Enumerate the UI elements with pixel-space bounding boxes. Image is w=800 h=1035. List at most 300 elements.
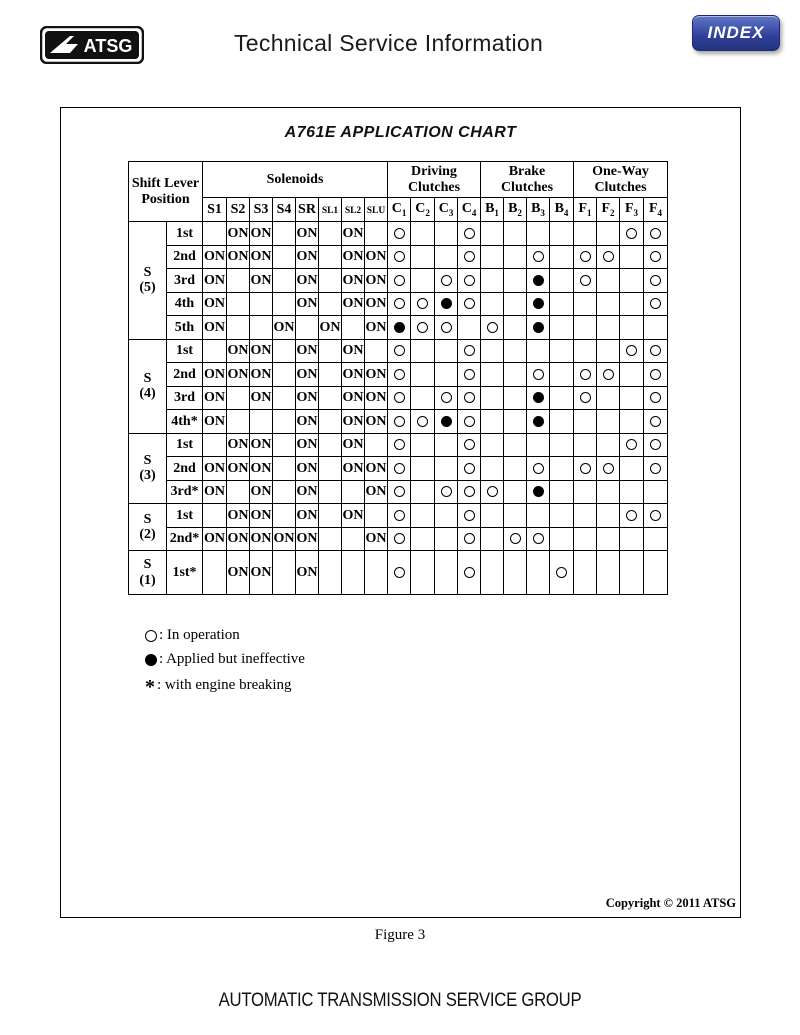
empty-cell bbox=[550, 363, 574, 387]
table-row bbox=[129, 386, 668, 410]
empty-cell bbox=[481, 410, 504, 434]
empty-cell bbox=[574, 410, 597, 434]
empty-cell bbox=[644, 551, 668, 595]
clutch-cell bbox=[388, 339, 411, 363]
gear-label: 4th bbox=[167, 292, 203, 316]
in-operation-icon bbox=[394, 298, 405, 309]
solenoid-on: ON bbox=[365, 457, 388, 481]
filled-circle-icon bbox=[145, 654, 157, 666]
column-header-sub: 4 bbox=[471, 207, 477, 218]
in-operation-icon bbox=[394, 275, 405, 286]
empty-cell bbox=[342, 551, 365, 595]
empty-cell bbox=[203, 504, 227, 528]
in-operation-icon bbox=[394, 392, 405, 403]
empty-cell bbox=[644, 527, 668, 551]
empty-cell bbox=[481, 292, 504, 316]
empty-cell bbox=[227, 386, 250, 410]
in-operation-icon bbox=[394, 567, 405, 578]
clutch-cell bbox=[527, 292, 550, 316]
clutch-cell bbox=[481, 316, 504, 340]
applied-ineffective-icon bbox=[533, 322, 544, 333]
applied-ineffective-icon bbox=[533, 298, 544, 309]
in-operation-icon bbox=[533, 463, 544, 474]
empty-cell bbox=[620, 292, 644, 316]
column-header-base: B bbox=[485, 200, 495, 216]
clutch-cell bbox=[644, 292, 668, 316]
column-header-sub: 1 bbox=[494, 207, 499, 218]
clutch-cell bbox=[458, 269, 481, 293]
empty-cell bbox=[504, 410, 527, 434]
column-header-base: F bbox=[578, 200, 588, 216]
empty-cell bbox=[273, 222, 296, 246]
atsg-logo bbox=[40, 26, 144, 64]
clutch-cell bbox=[388, 433, 411, 457]
solenoid-on: ON bbox=[296, 292, 319, 316]
in-operation-icon bbox=[580, 251, 591, 262]
footer: AUTOMATIC TRANSMISSION SERVICE GROUP bbox=[218, 990, 582, 1011]
empty-cell bbox=[319, 363, 342, 387]
clutch-cell bbox=[435, 480, 458, 504]
empty-cell bbox=[527, 551, 550, 595]
column-header-base: SL2 bbox=[344, 205, 362, 216]
empty-cell bbox=[273, 457, 296, 481]
column-header bbox=[250, 198, 273, 222]
empty-cell bbox=[365, 222, 388, 246]
clutch-cell bbox=[644, 504, 668, 528]
in-operation-icon bbox=[464, 567, 475, 578]
empty-cell bbox=[319, 504, 342, 528]
empty-cell bbox=[319, 339, 342, 363]
solenoid-on: ON bbox=[365, 269, 388, 293]
in-operation-icon bbox=[603, 251, 614, 262]
empty-cell bbox=[504, 457, 527, 481]
in-operation-icon bbox=[626, 510, 637, 521]
solenoid-on: ON bbox=[203, 527, 227, 551]
in-operation-icon bbox=[510, 533, 521, 544]
empty-cell bbox=[504, 480, 527, 504]
column-header-sub: 1 bbox=[401, 207, 407, 218]
gear-label: 1st bbox=[167, 433, 203, 457]
table-row bbox=[129, 316, 668, 340]
gear-label: 1st bbox=[167, 504, 203, 528]
empty-cell bbox=[319, 410, 342, 434]
empty-cell bbox=[644, 316, 668, 340]
column-header-base: C bbox=[391, 200, 402, 216]
solenoid-on: ON bbox=[342, 292, 365, 316]
empty-cell bbox=[273, 504, 296, 528]
empty-cell bbox=[481, 551, 504, 595]
in-operation-icon bbox=[650, 275, 661, 286]
empty-cell bbox=[504, 504, 527, 528]
in-operation-icon bbox=[464, 275, 475, 286]
solenoid-on: ON bbox=[203, 245, 227, 269]
empty-cell bbox=[597, 433, 620, 457]
clutch-cell bbox=[504, 527, 527, 551]
empty-cell bbox=[203, 551, 227, 595]
column-header-base: S4 bbox=[276, 201, 292, 217]
in-operation-icon bbox=[464, 298, 475, 309]
empty-cell bbox=[227, 292, 250, 316]
in-operation-icon bbox=[441, 392, 452, 403]
empty-cell bbox=[504, 386, 527, 410]
in-operation-icon bbox=[650, 251, 661, 262]
clutch-cell bbox=[527, 457, 550, 481]
clutch-cell bbox=[388, 292, 411, 316]
empty-cell bbox=[597, 480, 620, 504]
empty-cell bbox=[273, 410, 296, 434]
shift-group-label bbox=[129, 433, 167, 504]
solenoid-on: ON bbox=[227, 245, 250, 269]
column-header bbox=[435, 198, 458, 222]
clutch-cell bbox=[388, 504, 411, 528]
empty-cell bbox=[574, 222, 597, 246]
legend-engine-braking-text: : with engine breaking bbox=[157, 677, 292, 693]
solenoid-on: ON bbox=[250, 245, 273, 269]
empty-cell bbox=[435, 457, 458, 481]
solenoid-on: ON bbox=[296, 480, 319, 504]
clutch-cell bbox=[388, 410, 411, 434]
empty-cell bbox=[227, 480, 250, 504]
empty-cell bbox=[620, 386, 644, 410]
empty-cell bbox=[574, 551, 597, 595]
solenoid-on: ON bbox=[342, 504, 365, 528]
solenoid-on: ON bbox=[365, 410, 388, 434]
clutch-cell bbox=[527, 386, 550, 410]
empty-cell bbox=[527, 222, 550, 246]
empty-cell bbox=[620, 363, 644, 387]
solenoid-on: ON bbox=[203, 480, 227, 504]
clutch-cell bbox=[574, 457, 597, 481]
clutch-cell bbox=[620, 504, 644, 528]
empty-cell bbox=[319, 480, 342, 504]
solenoid-on: ON bbox=[227, 433, 250, 457]
solenoid-on: ON bbox=[250, 551, 273, 595]
clutch-cell bbox=[435, 410, 458, 434]
empty-cell bbox=[319, 457, 342, 481]
empty-cell bbox=[504, 316, 527, 340]
shift-group-number: (2) bbox=[139, 527, 156, 542]
gear-label: 2nd bbox=[167, 363, 203, 387]
clutch-cell bbox=[527, 245, 550, 269]
clutch-cell bbox=[435, 386, 458, 410]
in-operation-icon bbox=[394, 486, 405, 497]
empty-cell bbox=[250, 292, 273, 316]
table-row bbox=[129, 222, 668, 246]
solenoid-on: ON bbox=[273, 316, 296, 340]
in-operation-icon bbox=[417, 416, 428, 427]
solenoid-on: ON bbox=[296, 222, 319, 246]
clutch-cell bbox=[458, 363, 481, 387]
empty-cell bbox=[319, 222, 342, 246]
solenoid-on: ON bbox=[365, 316, 388, 340]
empty-cell bbox=[273, 480, 296, 504]
solenoid-on: ON bbox=[342, 433, 365, 457]
column-header bbox=[296, 198, 319, 222]
table-row bbox=[129, 245, 668, 269]
solenoid-on: ON bbox=[342, 457, 365, 481]
copyright: Copyright © 2011 ATSG bbox=[605, 896, 736, 910]
header-brake-clutches: Brake Clutches bbox=[481, 162, 574, 198]
solenoid-on: ON bbox=[227, 339, 250, 363]
solenoid-on: ON bbox=[296, 457, 319, 481]
clutch-cell bbox=[620, 433, 644, 457]
empty-cell bbox=[550, 527, 574, 551]
index-button[interactable]: INDEX bbox=[692, 15, 780, 51]
solenoid-on: ON bbox=[250, 269, 273, 293]
in-operation-icon bbox=[487, 322, 498, 333]
empty-cell bbox=[227, 410, 250, 434]
applied-ineffective-icon bbox=[533, 392, 544, 403]
empty-cell bbox=[574, 504, 597, 528]
shift-group-number: (5) bbox=[139, 280, 156, 296]
solenoid-on: ON bbox=[296, 245, 319, 269]
empty-cell bbox=[597, 339, 620, 363]
empty-cell bbox=[273, 386, 296, 410]
gear-label: 5th bbox=[167, 316, 203, 340]
empty-cell bbox=[411, 386, 435, 410]
solenoid-on: ON bbox=[365, 386, 388, 410]
in-operation-icon bbox=[394, 510, 405, 521]
column-header-sub: 4 bbox=[657, 207, 663, 218]
in-operation-icon bbox=[464, 486, 475, 497]
solenoid-on: ON bbox=[296, 410, 319, 434]
in-operation-icon bbox=[464, 369, 475, 380]
empty-cell bbox=[365, 433, 388, 457]
column-header-sub: 3 bbox=[633, 207, 639, 218]
empty-cell bbox=[227, 316, 250, 340]
solenoid-on: ON bbox=[250, 504, 273, 528]
solenoid-on: ON bbox=[227, 551, 250, 595]
empty-cell bbox=[550, 269, 574, 293]
legend-engine-braking bbox=[145, 676, 292, 699]
empty-cell bbox=[411, 504, 435, 528]
gear-label: 2nd* bbox=[167, 527, 203, 551]
clutch-cell bbox=[458, 245, 481, 269]
column-header bbox=[597, 198, 620, 222]
applied-ineffective-icon bbox=[394, 322, 405, 333]
empty-cell bbox=[620, 316, 644, 340]
in-operation-icon bbox=[603, 463, 614, 474]
in-operation-icon bbox=[650, 416, 661, 427]
empty-cell bbox=[550, 386, 574, 410]
solenoid-on: ON bbox=[227, 457, 250, 481]
header-solenoids: Solenoids bbox=[203, 162, 388, 198]
gear-label: 1st bbox=[167, 339, 203, 363]
in-operation-icon bbox=[533, 369, 544, 380]
table-row bbox=[129, 551, 668, 595]
empty-cell bbox=[481, 504, 504, 528]
solenoid-on: ON bbox=[365, 245, 388, 269]
empty-cell bbox=[435, 504, 458, 528]
clutch-cell bbox=[458, 410, 481, 434]
table-row bbox=[129, 504, 668, 528]
empty-cell bbox=[574, 292, 597, 316]
in-operation-icon bbox=[464, 439, 475, 450]
empty-cell bbox=[550, 504, 574, 528]
empty-cell bbox=[620, 245, 644, 269]
in-operation-icon bbox=[626, 439, 637, 450]
empty-cell bbox=[504, 269, 527, 293]
clutch-cell bbox=[411, 410, 435, 434]
clutch-cell bbox=[574, 245, 597, 269]
applied-ineffective-icon bbox=[533, 486, 544, 497]
chart-title: A761E APPLICATION CHART bbox=[284, 124, 517, 141]
table-row bbox=[129, 269, 668, 293]
empty-cell bbox=[458, 316, 481, 340]
empty-cell bbox=[597, 527, 620, 551]
solenoid-on: ON bbox=[296, 363, 319, 387]
empty-cell bbox=[597, 222, 620, 246]
clutch-cell bbox=[435, 269, 458, 293]
column-header-sub: 2 bbox=[425, 207, 430, 218]
column-header bbox=[481, 198, 504, 222]
empty-cell bbox=[597, 410, 620, 434]
empty-cell bbox=[504, 363, 527, 387]
clutch-cell bbox=[644, 386, 668, 410]
solenoid-on: ON bbox=[296, 527, 319, 551]
legend-in-operation bbox=[145, 627, 240, 644]
gear-label: 3rd* bbox=[167, 480, 203, 504]
table-row bbox=[129, 363, 668, 387]
solenoid-on: ON bbox=[250, 457, 273, 481]
solenoid-on: ON bbox=[273, 527, 296, 551]
solenoid-on: ON bbox=[227, 222, 250, 246]
shift-group-number: (4) bbox=[139, 386, 156, 401]
clutch-cell bbox=[527, 316, 550, 340]
empty-cell bbox=[550, 410, 574, 434]
empty-cell bbox=[504, 245, 527, 269]
empty-cell bbox=[481, 269, 504, 293]
in-operation-icon bbox=[580, 275, 591, 286]
clutch-cell bbox=[388, 527, 411, 551]
empty-cell bbox=[481, 386, 504, 410]
solenoid-on: ON bbox=[203, 457, 227, 481]
clutch-cell bbox=[458, 222, 481, 246]
empty-cell bbox=[620, 269, 644, 293]
clutch-cell bbox=[458, 480, 481, 504]
gear-label: 1st* bbox=[167, 551, 203, 595]
empty-cell bbox=[342, 316, 365, 340]
solenoid-on: ON bbox=[250, 480, 273, 504]
solenoid-on: ON bbox=[250, 527, 273, 551]
column-header-base: C bbox=[415, 200, 426, 216]
empty-cell bbox=[319, 386, 342, 410]
solenoid-on: ON bbox=[227, 363, 250, 387]
legend-applied bbox=[145, 651, 305, 668]
empty-cell bbox=[319, 527, 342, 551]
empty-cell bbox=[481, 527, 504, 551]
shift-group-letter: S bbox=[143, 557, 152, 573]
empty-cell bbox=[620, 527, 644, 551]
logo-text: ATSG bbox=[83, 36, 133, 56]
empty-cell bbox=[504, 339, 527, 363]
solenoid-on: ON bbox=[203, 363, 227, 387]
column-header-base: S3 bbox=[253, 201, 269, 217]
clutch-cell bbox=[644, 269, 668, 293]
applied-ineffective-icon bbox=[441, 298, 452, 309]
clutch-cell bbox=[644, 457, 668, 481]
clutch-cell bbox=[458, 386, 481, 410]
gear-label: 4th* bbox=[167, 410, 203, 434]
clutch-cell bbox=[644, 222, 668, 246]
shift-group-number: (1) bbox=[139, 572, 156, 588]
in-operation-icon bbox=[650, 439, 661, 450]
gear-label: 1st bbox=[167, 222, 203, 246]
clutch-cell bbox=[574, 386, 597, 410]
clutch-cell bbox=[620, 339, 644, 363]
in-operation-icon bbox=[650, 369, 661, 380]
clutch-cell bbox=[597, 245, 620, 269]
empty-cell bbox=[504, 551, 527, 595]
table-row bbox=[129, 527, 668, 551]
in-operation-icon bbox=[487, 486, 498, 497]
gear-label: 2nd bbox=[167, 245, 203, 269]
clutch-cell bbox=[388, 222, 411, 246]
empty-cell bbox=[203, 339, 227, 363]
empty-cell bbox=[203, 222, 227, 246]
empty-cell bbox=[597, 269, 620, 293]
empty-cell bbox=[550, 222, 574, 246]
column-header-sub: 3 bbox=[540, 207, 545, 218]
clutch-cell bbox=[388, 551, 411, 595]
in-operation-icon bbox=[580, 369, 591, 380]
empty-cell bbox=[273, 363, 296, 387]
empty-cell bbox=[411, 457, 435, 481]
solenoid-on: ON bbox=[296, 433, 319, 457]
column-header-base: S2 bbox=[230, 201, 246, 217]
empty-cell bbox=[273, 292, 296, 316]
empty-cell bbox=[319, 245, 342, 269]
in-operation-icon bbox=[394, 369, 405, 380]
column-header-sub: 2 bbox=[610, 207, 615, 218]
empty-cell bbox=[319, 269, 342, 293]
column-header bbox=[574, 198, 597, 222]
table-row bbox=[129, 292, 668, 316]
in-operation-icon bbox=[626, 228, 637, 239]
solenoid-on: ON bbox=[296, 386, 319, 410]
clutch-cell bbox=[388, 386, 411, 410]
solenoid-on: ON bbox=[203, 292, 227, 316]
header-driving-clutches: Driving Clutches bbox=[388, 162, 481, 198]
empty-cell bbox=[342, 480, 365, 504]
clutch-cell bbox=[620, 222, 644, 246]
table-row bbox=[129, 457, 668, 481]
table-row bbox=[129, 433, 668, 457]
in-operation-icon bbox=[394, 439, 405, 450]
empty-cell bbox=[296, 316, 319, 340]
column-header bbox=[273, 198, 296, 222]
solenoid-on: ON bbox=[250, 386, 273, 410]
clutch-cell bbox=[527, 269, 550, 293]
clutch-cell bbox=[411, 292, 435, 316]
column-header-base: SL1 bbox=[321, 205, 339, 216]
empty-cell bbox=[504, 433, 527, 457]
asterisk-icon: * bbox=[145, 676, 155, 698]
in-operation-icon bbox=[394, 416, 405, 427]
in-operation-icon bbox=[464, 510, 475, 521]
empty-cell bbox=[342, 527, 365, 551]
shift-group-letter: S bbox=[143, 370, 152, 386]
column-header-sub: 1 bbox=[587, 207, 592, 218]
clutch-cell bbox=[644, 433, 668, 457]
open-circle-icon bbox=[145, 630, 157, 642]
empty-cell bbox=[435, 339, 458, 363]
empty-cell bbox=[574, 316, 597, 340]
clutch-cell bbox=[527, 527, 550, 551]
empty-cell bbox=[411, 551, 435, 595]
clutch-cell bbox=[388, 269, 411, 293]
empty-cell bbox=[550, 457, 574, 481]
